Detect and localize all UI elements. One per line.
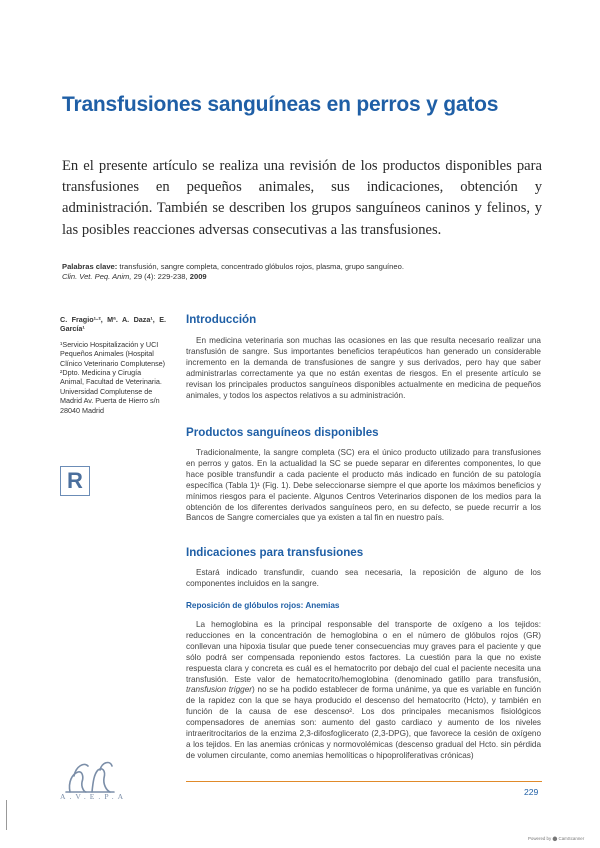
page-number: 229 bbox=[524, 787, 539, 797]
indications-paragraph: Estará indicado transfundir, cuando sea necesaria, la reposición de alguno de los componentes incluidos en la sangre. bbox=[186, 568, 541, 588]
affiliation-2: ²Dpto. Medicina y Cirugía Animal, Facultad de Veterinaria. Universidad Complutense de Madrid Av. Puerta de Hierro s/n 28040 Madrid bbox=[60, 368, 162, 415]
powered-by: Powered by ⬤ CamScanner bbox=[528, 836, 585, 841]
rbc-text-italic: transfusion trigger bbox=[186, 685, 252, 695]
footer-rule bbox=[186, 781, 542, 782]
authors-block bbox=[60, 315, 166, 415]
margin-mark bbox=[6, 800, 7, 830]
intro-heading: Introducción bbox=[186, 313, 257, 326]
citation-year: 2009 bbox=[189, 272, 207, 281]
keywords-text: transfusión, sangre completa, concentrado glóbulos rojos, plasma, grupo sanguíneo. bbox=[117, 262, 404, 271]
affiliation-1: ¹Servicio Hospitalización y UCI Pequeños Animales (Hospital Clínico Veterinario Complutense) bbox=[60, 339, 166, 368]
rbc-text-1: La hemoglobina es la principal responsable del transporte de oxígeno a los tejidos: reducciones en la concentración de hemoglobina o en el número de glóbulos rojos (GR) conllevan una hipoxia tisular que puede tener consecuencias muy graves para el paciente y que sólo podrá ser compensada reponiendo estos factores. La cuestión para la que no existe respuesta clara y concreta es cuál es el hematocrito por debajo del cual el paciente necesita una transfusión. Este valor de hematocrito/hemoglobina (denominado gatillo para transfusión, bbox=[186, 620, 541, 684]
review-badge: R bbox=[60, 466, 90, 496]
indications-heading: Indicaciones para transfusiones bbox=[186, 546, 364, 559]
author-names: C. Fragio¹·², Mª. A. Daza¹, E. García¹ bbox=[60, 315, 166, 334]
avepa-logo-text: A.V.E.P.A bbox=[60, 792, 128, 801]
rbc-paragraph bbox=[186, 620, 541, 762]
products-paragraph: Tradicionalmente, la sangre completa (SC) era el único producto utilizado para transfusiones en perros y gatos. En la actualidad la SC se puede separar en diferentes componentes, lo que hace posible transfundir a cada paciente el producto más indicado en función de su patología específica (Tabla 1)¹ (Fig. 1). Debe seleccionarse siempre el que aporte los máximos beneficios y mínimos riesgos para el paciente. Algunos Centros Veterinarios disponen de los medios para la obtención de los diferentes derivados sanguíneos pero, en su defecto, se puede recurrir a los Bancos de Sangre comerciales que ya existen a tal fin en nuestro país. bbox=[186, 448, 541, 523]
citation-ref: 29 (4): 229-238, bbox=[131, 272, 190, 281]
citation-journal: Clin. Vet. Peq. Anim, bbox=[62, 272, 132, 281]
keywords-block bbox=[62, 262, 542, 282]
rbc-subheading: Reposición de glóbulos rojos: Anemias bbox=[186, 601, 340, 610]
article-abstract: En el presente artículo se realiza una revisión de los productos disponibles para transfusiones en pequeños animales, sus indicaciones, obtención y administración. También se describen los grupos sanguíneos caninos y felinos, y las posibles reacciones adversas consecutivas a las transfusiones. bbox=[62, 158, 542, 238]
article-title: Transfusiones sanguíneas en perros y gatos bbox=[62, 93, 499, 116]
intro-paragraph: En medicina veterinaria son muchas las ocasiones en las que resulta necesario realizar una transfusión de sangre. Sus importantes beneficios terapéuticos han generado un considerable incremento en la demanda de transfusiones de sangre y sus derivados, pero hay que saber administrarlas correctamente ya que no están exentas de riesgos. En el presente artículo se revisan los principales productos sanguíneos disponibles actualmente en medicina de pequeños animales, y todos los aspectos relativos a su administración. bbox=[186, 336, 541, 400]
keywords-label: Palabras clave: bbox=[62, 262, 118, 271]
products-heading: Productos sanguíneos disponibles bbox=[186, 426, 379, 439]
rbc-text-2: ) no se ha podido establecer de forma unánime, ya que es variable en función de la rapidez con la que se haya producido el descenso del hematocrito (Hcto), y también en función de la causa de ese descenso². Los dos principales mecanismos fisiológicos compensadores de anemias son: aumento del gasto cardiaco y aumento de los niveles intraeritrocitarios de la enzima 2,3-difosfoglicerato (2,3-DPG), que favorece la cesión de oxígeno a los tejidos. En las anemias crónicas y normovolémicas (descenso gradual del Hcto. sin pérdida de volumen circulante, como anemias hemolíticas o hipoproliferativas crónicas) bbox=[186, 685, 541, 760]
affiliations bbox=[60, 340, 166, 415]
